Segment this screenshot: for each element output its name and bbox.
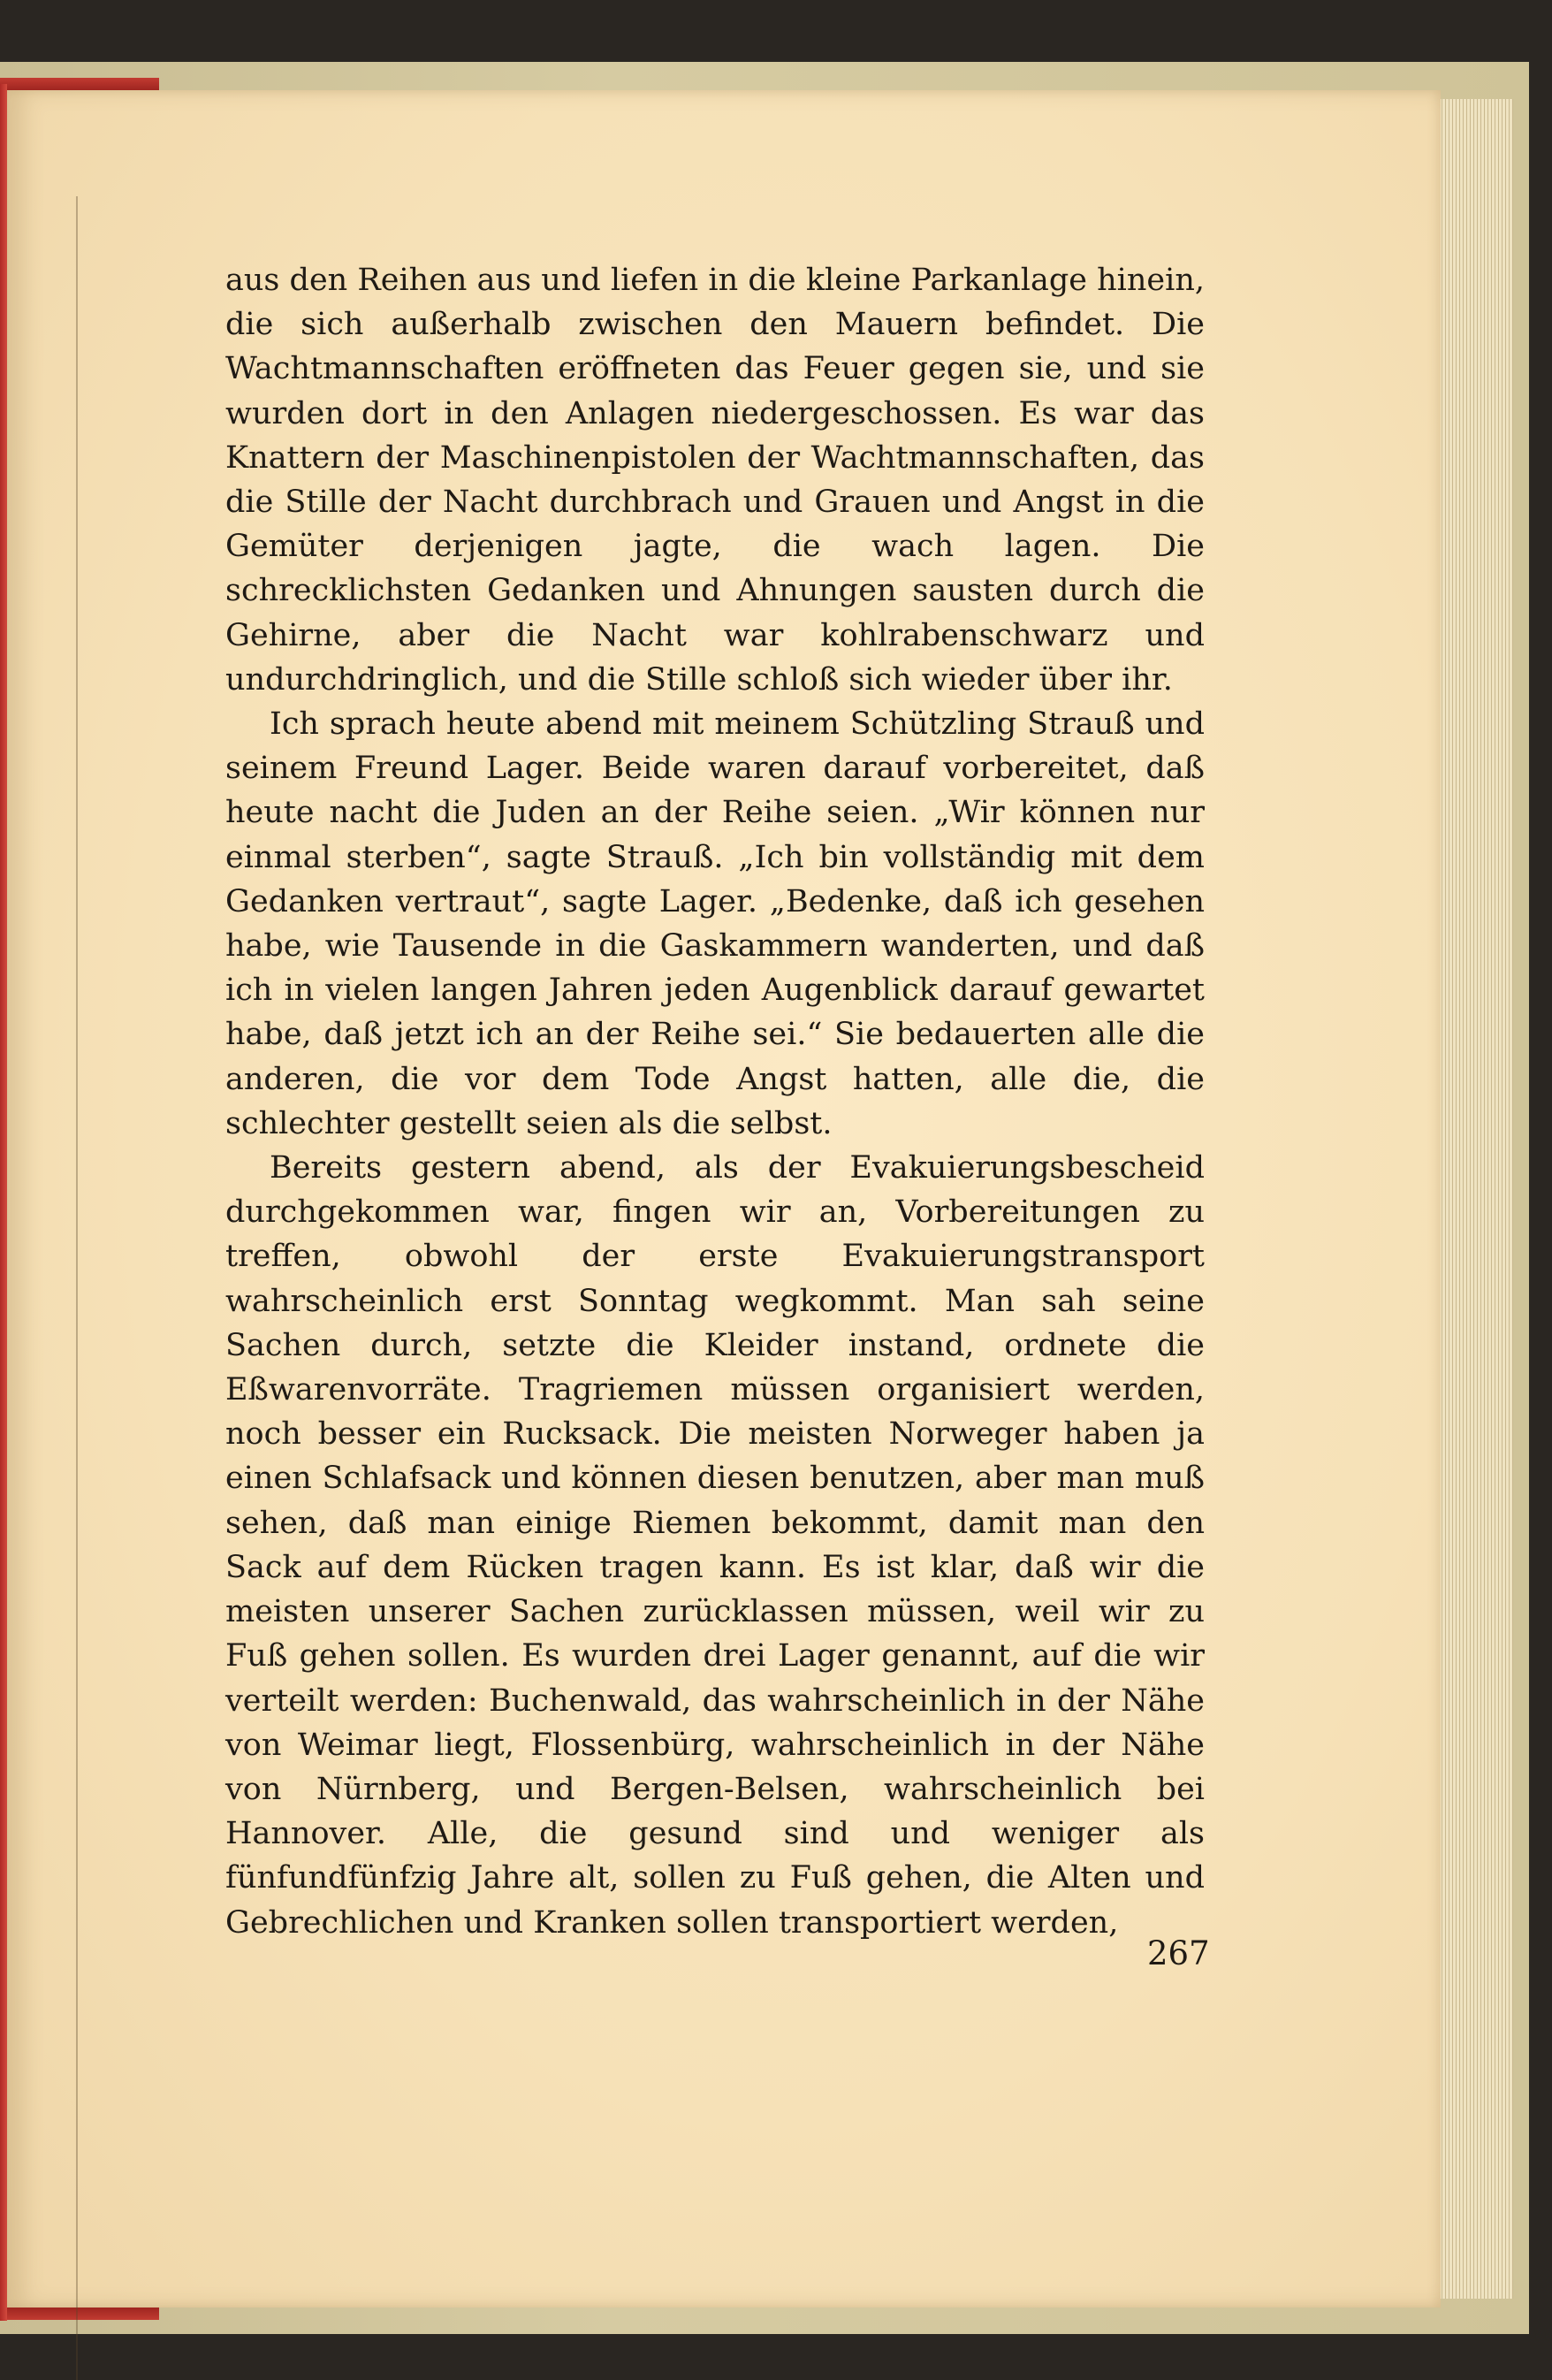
page-number: 267 xyxy=(1147,1934,1210,1972)
paragraph-3: Bereits gestern abend, als der Evakuierungsbescheid durchgekommen war, fingen wir an, Vorbereitungen zu treffen, obwohl der erste Evakuierungstransport wahrscheinlich erst Sonntag wegkommt. Man sah seine Sachen durch, setzte die Kleider instand, ordnete die Eßwarenvorräte. Tragriemen müssen organisiert werden, noch besser ein Rucksack. Die meisten Norweger haben ja einen Schlafsack und können diesen benutzen, aber man muß sehen, daß man einige Riemen bekommt, damit man den Sack auf dem Rücken tragen kann. Es ist klar, daß wir die meisten unserer Sachen zurücklassen müssen, weil wir zu Fuß gehen sollen. Es wurden drei Lager genannt, auf die wir verteilt werden: Buchenwald, das wahrscheinlich in der Nähe von Weimar liegt, Flossenbürg, wahrscheinlich in der Nähe von Nürnberg, und Bergen-Belsen, wahrscheinlich bei Hannover. Alle, die gesund sind und weniger als fünfundfünfzig Jahre alt, sollen zu Fuß gehen, die Alten und Gebrechlichen und Kranken sollen transportiert werden, xyxy=(225,1150,1205,1941)
binding-thread-bottom xyxy=(0,2308,159,2320)
binding-edge xyxy=(0,84,7,2321)
page-stack-edge xyxy=(1432,99,1513,2299)
paragraph-2: Ich sprach heute abend mit meinem Schützling Strauß und seinem Freund Lager. Beide waren darauf vorbereitet, daß heute nacht die Juden an der Reihe seien. „Wir können nur einmal sterben“, sagte Strauß. „Ich bin vollständig mit dem Gedanken vertraut“, sagte Lager. „Bedenke, daß ich gesehen habe, wie Tausende in die Gaskammern wanderten, und daß ich in vielen langen Jahren jeden Augenblick darauf gewartet habe, daß jetzt ich an der Reihe sei.“ Sie bedauerten alle die anderen, die vor dem Tode Angst hatten, alle die, die schlechter gestellt seien als die selbst. xyxy=(225,706,1205,1141)
paragraph-1: aus den Reihen aus und liefen in die kleine Parkanlage hinein, die sich außerhalb zwischen den Mauern befindet. Die Wachtmannschaften eröffneten das Feuer gegen sie, und sie wurden dort in den Anlagen niedergeschossen. Es war das Knattern der Maschinenpistolen der Wachtmannschaften, das die Stille der Nacht durchbrach und Grauen und Angst in die Gemüter derjenigen jagte, die wach lagen. Die schrecklichsten Gedanken und Ahnungen sausten durch die Gehirne, aber die Nacht war kohlrabenschwarz und undurchdringlich, und die Stille schloß sich wieder über ihr. xyxy=(225,263,1205,698)
body-text xyxy=(225,258,1205,1945)
gutter-fold xyxy=(76,196,78,2380)
binding-thread-top xyxy=(0,78,159,90)
